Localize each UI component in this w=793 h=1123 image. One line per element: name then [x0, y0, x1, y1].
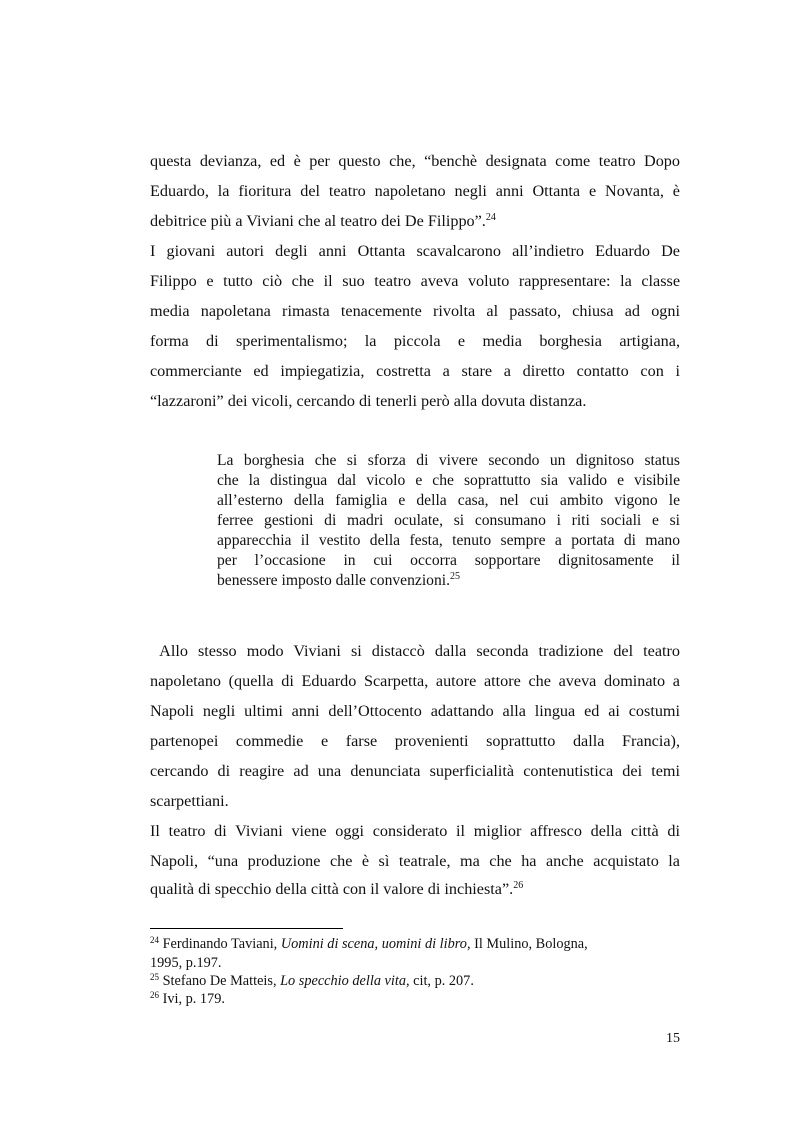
footnote-rest: , Il Mulino, Bologna, [466, 936, 588, 952]
footnote-author: Stefano De Matteis, [162, 973, 281, 989]
body-line: Filippo e tutto ciò che il suo teatro aveva voluto rappresentare: la classe [150, 272, 680, 290]
body-line: scarpettiani. [150, 792, 229, 810]
footnote-ref: 24 [485, 212, 496, 223]
body-line: I giovani autori degli anni Ottanta scavalcarono all’indietro Eduardo De [150, 242, 680, 260]
body-line: Eduardo, la fioritura del teatro napoletano negli anni Ottanta e Novanta, è [150, 182, 680, 200]
body-line: forma di sperimentalismo; la piccola e media borghesia artigiana, [150, 332, 680, 350]
body-line: “lazzaroni” dei vicoli, cercando di tenerli però alla dovuta distanza. [150, 392, 587, 410]
page-number: 15 [666, 1031, 680, 1046]
footnote-24 [150, 935, 680, 953]
body-line: cercando di reagire ad una denunciata superficialità contenutistica dei temi [150, 762, 680, 780]
body-line-text: debitrice più a Viviani che al teatro dei De Filippo”. [150, 212, 486, 230]
footnote-author: Ferdinando Taviani, [162, 936, 281, 952]
body-line [150, 210, 680, 232]
body-line: partenopei commedie e farse provenienti soprattutto dalla Francia), [150, 732, 680, 750]
quote-line: all’esterno della famiglia e della casa, nel cui ambito vigono le [217, 492, 680, 509]
footnote-number: 26 [150, 990, 159, 1000]
body-line: Napoli, “una produzione che è sì teatrale, ma che ha anche acquistato la [150, 852, 680, 870]
body-line: Napoli negli ultimi anni dell’Ottocento adattando alla lingua ed ai costumi [150, 702, 680, 720]
footnote-title: Uomini di scena, uomini di libro [280, 936, 467, 952]
footnote-title: Lo specchio della vita [280, 973, 406, 989]
body-line: media napoletana rimasta tenacemente rivolta al passato, chiusa ad ogni [150, 302, 680, 320]
footnote-rest: , cit, p. 207. [405, 973, 474, 989]
body-line-text: qualità di specchio della città con il valore di inchiesta”. [150, 880, 514, 898]
footnote-number: 24 [150, 935, 159, 945]
quote-line: ferree gestioni di madri oculate, si consumano i riti sociali e si [217, 512, 680, 529]
quote-line [217, 571, 680, 591]
footnote-author: Ivi, p. 179. [162, 991, 225, 1007]
footnote-ref: 26 [513, 880, 524, 891]
quote-line: La borghesia che si sforza di vivere secondo un dignitoso status [217, 452, 680, 469]
body-line: napoletano (quella di Eduardo Scarpetta, autore attore che aveva dominato a [150, 672, 680, 690]
quote-line: per l’occasione in cui occorra sopportare dignitosamente il [217, 552, 680, 569]
footnote-separator [150, 928, 343, 929]
quote-line: apparecchia il vestito della festa, tenuto sempre a portata di mano [217, 532, 680, 549]
footnote-24-continuation: 1995, p.197. [150, 955, 222, 971]
footnote-25 [150, 972, 680, 990]
quote-line-text: benessere imposto dalle convenzioni. [217, 572, 450, 589]
quote-line: che la distingua dal vicolo e che soprattutto sia valido e visibile [217, 472, 680, 489]
footnote-number: 25 [150, 972, 159, 982]
footnote-26 [150, 990, 680, 1008]
body-line: commerciante ed impiegatizia, costretta a stare a diretto contatto con i [150, 362, 680, 380]
footnote-ref: 25 [449, 571, 460, 582]
body-line [150, 878, 680, 900]
body-line: Il teatro di Viviani viene oggi considerato il miglior affresco della città di [150, 822, 680, 840]
body-line: questa devianza, ed è per questo che, “benchè designata come teatro Dopo [150, 152, 680, 170]
body-line: Allo stesso modo Viviani si distaccò dalla seconda tradizione del teatro [150, 642, 680, 660]
